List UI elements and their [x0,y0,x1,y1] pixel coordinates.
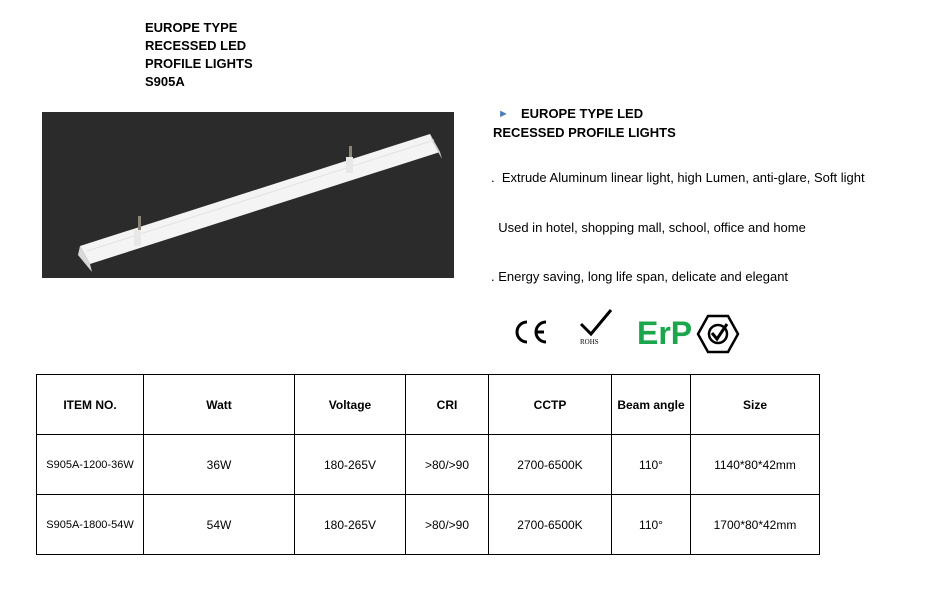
col-header: CRI [406,375,489,435]
table-cell: 110° [612,435,691,495]
table-cell: 1700*80*42mm [691,495,820,555]
col-header: CCTP [489,375,612,435]
table-cell: 180-265V [295,495,406,555]
table-row [37,435,820,495]
table-cell: 1140*80*42mm [691,435,820,495]
rohs-mark-icon [578,308,614,348]
table-cell: S905A-1200-36W [37,435,144,495]
feature-heading [493,104,676,142]
ce-mark-icon [512,318,550,351]
feature-item: . Energy saving, long life span, delicate and elegant [491,269,789,284]
col-header: Size [691,375,820,435]
erp-mark: ErP [637,315,693,351]
table-cell: >80/>90 [406,435,489,495]
feature-item: Used in hotel, shopping mall, school, office and home [491,220,806,235]
col-header: Voltage [295,375,406,435]
table-cell: 180-265V [295,435,406,495]
table-header-row [37,375,820,435]
heading-line-2: RECESSED PROFILE LIGHTS [493,125,676,140]
table-cell: 54W [144,495,295,555]
col-header: ITEM NO. [37,375,144,435]
table-cell: 110° [612,495,691,555]
product-title: EUROPE TYPE RECESSED LED PROFILE LIGHTS S905A [145,20,253,89]
bullet-arrow-icon: ► [498,108,509,120]
table-cell: 2700-6500K [489,495,612,555]
col-header: Beam angle [612,375,691,435]
col-header: Watt [144,375,295,435]
feature-item: . Extrude Aluminum linear light, high Lumen, anti-glare, Soft light [491,170,865,185]
heading-line-1: EUROPE TYPE LED [521,106,644,121]
table-cell: 36W [144,435,295,495]
product-photo [42,112,454,278]
table-row [37,495,820,555]
table-cell: S905A-1800-54W [37,495,144,555]
table-cell: 2700-6500K [489,435,612,495]
rcm-mark-icon [696,314,740,359]
rohs-label: ROHS [580,338,599,346]
table-cell: >80/>90 [406,495,489,555]
spec-table [36,374,820,555]
